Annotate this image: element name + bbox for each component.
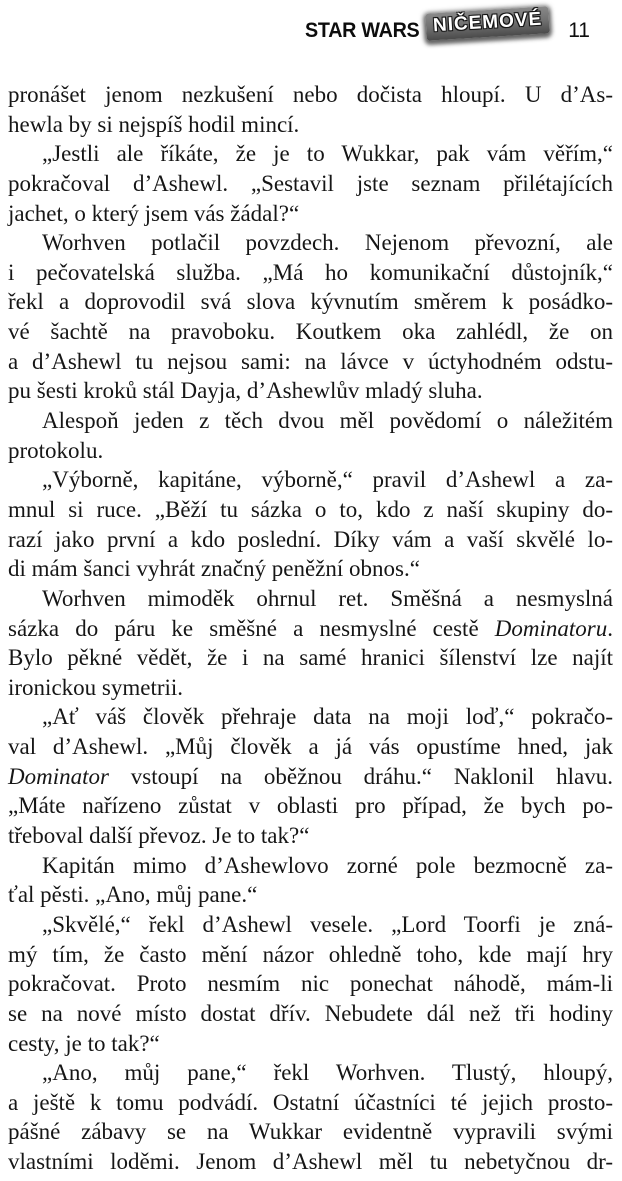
text-segment: cesty, je to tak?“ <box>8 1030 160 1056</box>
series-logo-stamp: NIČEMOVÉ <box>425 6 550 40</box>
text-segment: Worhven mimoděk ohrnul ret. Směšná a nesmyslná <box>42 585 613 611</box>
text-segment: „Ano, můj pane,“ řekl Worhven. Tlustý, hloupý, <box>42 1060 613 1086</box>
text-line <box>8 643 613 673</box>
text-line <box>8 910 613 940</box>
text-segment: „Máte nařízeno zůstat v oblasti pro případ, že bych po- <box>8 793 613 819</box>
text-block <box>8 80 613 1177</box>
page-header <box>0 0 622 60</box>
paragraph <box>8 465 613 584</box>
text-segment: Alespoň jeden z těch dvou měl povědomí o náležitém <box>42 408 613 434</box>
text-segment: vé šachtě na pravoboku. Koutkem oka zahlédl, že on <box>8 319 613 345</box>
paragraph <box>8 584 613 703</box>
book-title: STAR WARS <box>305 19 420 42</box>
text-line <box>8 1029 613 1059</box>
text-segment: Bylo pěkné vědět, že i na samé hranici šílenství lze najít <box>8 645 613 671</box>
text-line <box>8 940 613 970</box>
text-line <box>8 406 613 436</box>
text-segment: mnul si ruce. „Běží tu sázka o to, kdo z naší skupiny do- <box>8 496 613 522</box>
text-segment: „Výborně, kapitáne, výborně,“ pravil d’Ashewl a za- <box>42 467 613 493</box>
text-segment: pokračovat. Proto nesmím nic ponechat náhodě, mám-li <box>8 971 613 997</box>
text-line <box>8 80 613 110</box>
text-line <box>8 762 613 792</box>
text-segment: jachet, o který jsem vás žádal?“ <box>8 200 300 226</box>
text-line <box>8 376 613 406</box>
text-line <box>8 999 613 1029</box>
paragraph <box>8 910 613 1058</box>
text-segment: „Skvělé,“ řekl d’Ashewl vesele. „Lord Toorfi je zná- <box>42 911 613 937</box>
text-segment: sázka do páru ke směšné a nesmyslné cestě <box>8 615 495 641</box>
paragraph <box>8 1058 613 1177</box>
text-line <box>8 465 613 495</box>
text-segment: pášné zábavy se na Wukkar evidentně vypravili svými <box>8 1119 613 1145</box>
text-segment: Kapitán mimo d’Ashewlovo zorné pole bezmocně za- <box>42 852 613 878</box>
text-segment: Worhven potlačil povzdech. Nejenom převozní, ale <box>42 230 613 256</box>
ship-name-italic: Dominatoru <box>494 615 608 641</box>
text-segment: se na nové místo dostat dřív. Nebudete dál než tři hodiny <box>8 1000 613 1026</box>
text-segment: a ještě k tomu podvádí. Ostatní účastníci té jejich prosto- <box>8 1089 613 1115</box>
text-line <box>8 495 613 525</box>
paragraph <box>8 139 613 228</box>
text-line <box>8 554 613 584</box>
text-line <box>8 287 613 317</box>
text-line <box>8 228 613 258</box>
page-number: 11 <box>568 19 590 42</box>
text-segment: ťal pěsti. „Ano, můj pane.“ <box>8 882 258 908</box>
text-segment: ironickou symetrii. <box>8 674 184 700</box>
text-line <box>8 1058 613 1088</box>
text-line <box>8 110 613 140</box>
text-line <box>8 347 613 377</box>
text-line <box>8 851 613 881</box>
text-segment: „Jestli ale říkáte, že je to Wukkar, pak vám věřím,“ <box>42 141 613 167</box>
ship-name-italic: Dominator <box>8 763 109 789</box>
text-segment: razí jako první a kdo poslední. Díky vám a vaší skvělé lo- <box>8 526 613 552</box>
text-segment: i pečovatelská služba. „Má ho komunikační důstojník,“ <box>8 259 613 285</box>
text-segment: . <box>607 615 613 641</box>
text-line <box>8 317 613 347</box>
paragraph <box>8 228 613 406</box>
text-line <box>8 1147 613 1177</box>
text-line <box>8 732 613 762</box>
text-segment: řekl a doprovodil svá slova kývnutím směrem k posádko- <box>8 289 613 315</box>
text-segment: vstoupí na oběžnou dráhu.“ Naklonil hlavu. <box>108 763 613 789</box>
text-line <box>8 139 613 169</box>
text-line <box>8 969 613 999</box>
text-line <box>8 614 613 644</box>
text-segment: mý tím, že často mění názor ohledně toho, kde mají hry <box>8 941 613 967</box>
text-segment: vlastními loděmi. Jenom d’Ashewl měl tu nebetyčnou dr- <box>8 1149 613 1175</box>
text-segment: di mám šanci vyhrát značný peněžní obnos.“ <box>8 556 420 582</box>
text-segment: val d’Ashewl. „Můj člověk a já vás opustíme hned, jak <box>8 734 613 760</box>
text-segment: pronášet jenom nezkušení nebo dočista hloupí. U d’As- <box>8 82 613 107</box>
text-line <box>8 791 613 821</box>
text-line <box>8 880 613 910</box>
text-line <box>8 436 613 466</box>
text-line <box>8 169 613 199</box>
text-line <box>8 258 613 288</box>
text-line <box>8 584 613 614</box>
text-segment: hewla by si nejspíš hodil mincí. <box>8 111 300 137</box>
paragraph <box>8 702 613 850</box>
text-segment: a d’Ashewl tu nejsou sami: na lávce v úctyhodném odstu- <box>8 348 613 374</box>
text-line <box>8 1088 613 1118</box>
text-line <box>8 821 613 851</box>
paragraph <box>8 406 613 465</box>
text-segment: „Ať váš člověk přehraje data na moji loď,“ pokračo- <box>42 704 613 730</box>
paragraph <box>8 80 613 139</box>
text-line <box>8 199 613 229</box>
paragraph <box>8 851 613 910</box>
text-line <box>8 673 613 703</box>
text-line <box>8 702 613 732</box>
text-segment: třeboval další převoz. Je to tak?“ <box>8 823 310 849</box>
text-segment: pu šesti kroků stál Dayja, d’Ashewlův mladý sluha. <box>8 378 483 404</box>
text-segment: pokračoval d’Ashewl. „Sestavil jste seznam přilétajících <box>8 170 613 196</box>
text-line <box>8 525 613 555</box>
text-segment: protokolu. <box>8 437 104 463</box>
text-line <box>8 1117 613 1147</box>
